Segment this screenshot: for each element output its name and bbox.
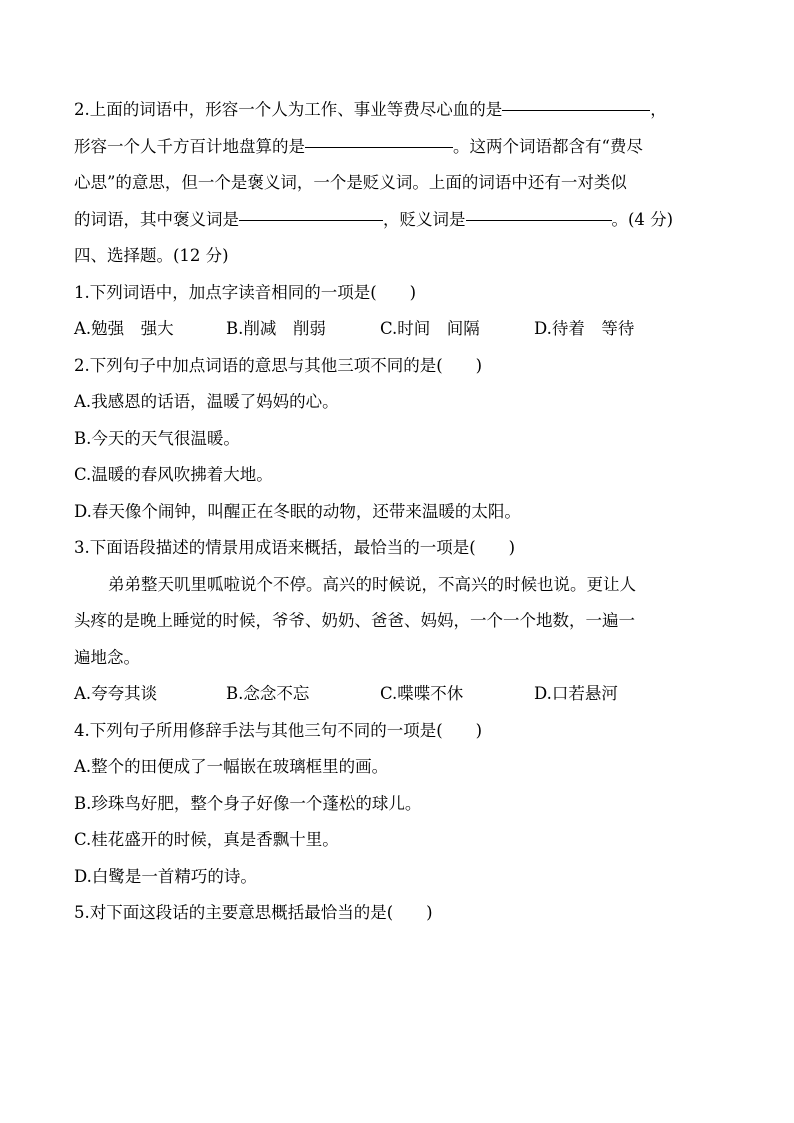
- q2-option-b[interactable]: B.今天的天气很温暖。: [74, 428, 240, 448]
- q2-option-c[interactable]: C.温暖的春风吹拂着大地。: [74, 465, 273, 484]
- text: 的词语，其中褒义词是: [74, 209, 239, 229]
- q2-option-d[interactable]: D.春天像个闹钟，叫醒正在冬眠的动物，还带来温暖的太阳。: [74, 501, 521, 521]
- answer-blank-4[interactable]: [466, 219, 612, 221]
- q3-passage-line3: 遍地念。: [74, 647, 140, 667]
- answer-blank-1[interactable]: [502, 109, 650, 111]
- q4-option-c[interactable]: C.桂花盛开的时候，真是香飘十里。: [74, 830, 339, 849]
- q2-section3-line2: [74, 129, 724, 166]
- q1-option-c[interactable]: C.时间 间隔: [380, 319, 480, 338]
- text: ，贬义词是: [383, 209, 466, 229]
- q1-option-a[interactable]: A.勉强 强大: [74, 319, 174, 338]
- answer-blank-2[interactable]: [305, 146, 453, 148]
- worksheet-page: [74, 92, 724, 932]
- q3-stem: 3.下面语段描述的情景用成语来概括，最恰当的一项是( ): [74, 538, 516, 557]
- q4-option-a[interactable]: A.整个的田便成了一幅嵌在玻璃框里的画。: [74, 757, 389, 776]
- text: ，: [650, 100, 667, 119]
- q3-options: [74, 676, 724, 713]
- q3-option-c[interactable]: C.喋喋不休: [380, 684, 464, 703]
- section4-title: 四、选择题。(12 分): [74, 246, 229, 265]
- q1-stem: 1.下列词语中，加点字读音相同的一项是( ): [74, 282, 417, 302]
- text: 。(4 分): [611, 209, 674, 229]
- q1-options: [74, 311, 724, 348]
- q1-option-b[interactable]: B.削减 削弱: [226, 319, 326, 338]
- q1-option-d[interactable]: D.待着 等待: [534, 319, 635, 338]
- q3-option-d[interactable]: D.口若悬河: [534, 684, 618, 703]
- q2-section3-line3: 心思”的意思，但一个是褒义词，一个是贬义词。上面的词语中还有一对类似: [74, 173, 627, 192]
- answer-blank-3[interactable]: [239, 219, 383, 221]
- q3-option-b[interactable]: B.念念不忘: [226, 684, 310, 703]
- q3-passage-line1: 弟弟整天叽里呱啦说个不停。高兴的时候说，不高兴的时候也说。更让人: [108, 574, 636, 594]
- q4-option-d[interactable]: D.白鹭是一首精巧的诗。: [74, 866, 257, 886]
- q4-option-b[interactable]: B.珍珠鸟好肥，整个身子好像一个蓬松的球儿。: [74, 793, 422, 813]
- text: 。这两个词语都含有“费尽: [453, 136, 643, 156]
- q2-option-a[interactable]: A.我感恩的话语，温暖了妈妈的心。: [74, 392, 339, 411]
- q2-section3-line1: [74, 92, 724, 129]
- q5-stem: 5.对下面这段话的主要意思概括最恰当的是( ): [74, 903, 433, 922]
- q4-stem: 4.下列句子所用修辞手法与其他三句不同的一项是( ): [74, 720, 483, 740]
- q2-section3-line4: [74, 202, 724, 239]
- q3-passage-line2: 头疼的是晚上睡觉的时候，爷爷、奶奶、爸爸、妈妈，一个一个地数，一遍一: [74, 611, 635, 630]
- text: 2.上面的词语中，形容一个人为工作、事业等费尽心血的是: [74, 100, 503, 119]
- q3-option-a[interactable]: A.夸夸其谈: [74, 684, 158, 703]
- q2-stem: 2.下列句子中加点词语的意思与其他三项不同的是( ): [74, 355, 483, 375]
- text: 形容一个人千方百计地盘算的是: [74, 136, 305, 156]
